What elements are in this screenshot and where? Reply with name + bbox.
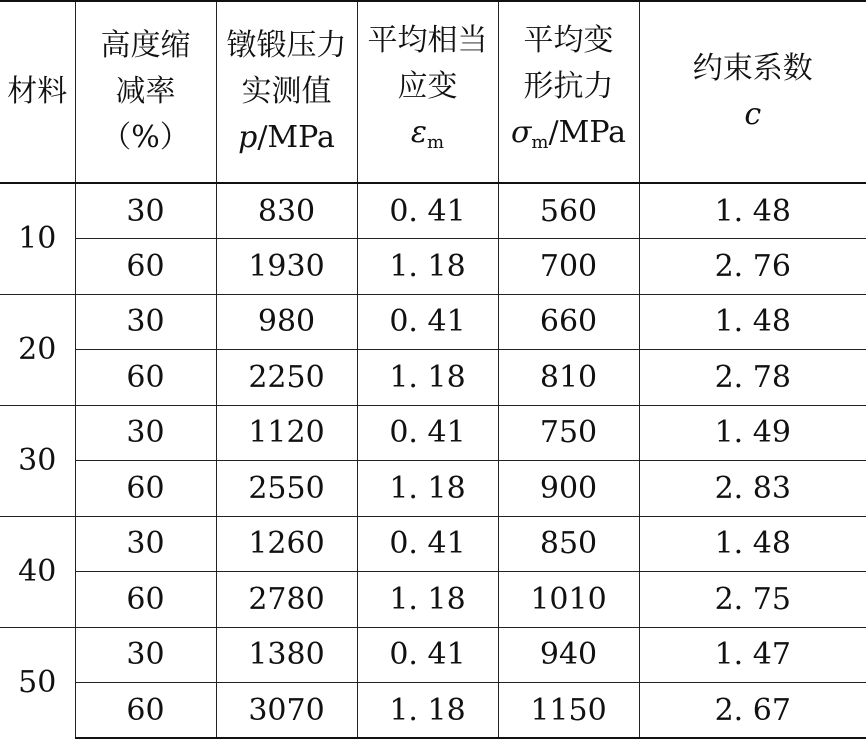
pressure-cell: 1930 [216, 239, 357, 295]
reduction-cell: 30 [75, 294, 216, 350]
table-row [0, 350, 866, 406]
header-reduction-line1: 高度缩 [76, 23, 216, 69]
strain-cell: 0. 41 [357, 405, 498, 461]
pressure-cell: 2250 [216, 350, 357, 406]
pressure-cell: 2550 [216, 461, 357, 517]
pressure-cell: 3070 [216, 683, 357, 739]
material-cell: 50 [0, 627, 75, 738]
pressure-cell: 830 [216, 183, 357, 239]
constraint-cell: 2. 83 [639, 461, 866, 517]
material-cell: 40 [0, 516, 75, 627]
pressure-cell: 1120 [216, 405, 357, 461]
resistance-cell: 940 [498, 627, 639, 683]
reduction-cell: 30 [75, 183, 216, 239]
header-strain-line1: 平均相当 [358, 18, 498, 64]
header-row [0, 1, 866, 183]
table-row [0, 572, 866, 628]
constraint-cell: 1. 48 [639, 183, 866, 239]
strain-cell: 1. 18 [357, 572, 498, 628]
material-cell: 10 [0, 183, 75, 294]
header-material [0, 1, 75, 183]
header-resistance-line1: 平均变 [499, 18, 639, 64]
header-resistance-symbol: σ [511, 115, 531, 150]
header-resistance-symbol-line [499, 110, 639, 166]
header-strain-symbol: ε [411, 115, 427, 150]
pressure-cell: 1260 [216, 516, 357, 572]
reduction-cell: 30 [75, 405, 216, 461]
header-constraint-symbol: c [640, 92, 866, 138]
table-header [0, 1, 866, 183]
strain-cell: 0. 41 [357, 294, 498, 350]
strain-cell: 1. 18 [357, 683, 498, 739]
strain-cell: 1. 18 [357, 350, 498, 406]
header-strain-subscript: m [427, 132, 444, 153]
header-reduction-line2: 减率 [76, 69, 216, 115]
table-row [0, 239, 866, 295]
material-cell: 30 [0, 405, 75, 516]
header-pressure-symbol: p [238, 120, 257, 155]
constraint-cell: 1. 48 [639, 516, 866, 572]
header-strain-symbol-line [358, 110, 498, 166]
header-pressure-line1: 镦锻压力 [217, 23, 357, 69]
strain-cell: 1. 18 [357, 461, 498, 517]
reduction-cell: 60 [75, 572, 216, 628]
table-row [0, 516, 866, 572]
pressure-cell: 1380 [216, 627, 357, 683]
header-pressure-unit: /MPa [257, 120, 335, 155]
resistance-cell: 850 [498, 516, 639, 572]
resistance-cell: 700 [498, 239, 639, 295]
header-pressure-line2: 实测值 [217, 69, 357, 115]
header-resistance-unit: /MPa [549, 115, 627, 150]
header-strain [357, 1, 498, 183]
strain-cell: 0. 41 [357, 516, 498, 572]
constraint-cell: 1. 48 [639, 294, 866, 350]
reduction-cell: 60 [75, 461, 216, 517]
table-row [0, 183, 866, 239]
table-row [0, 683, 866, 739]
constraint-cell: 2. 78 [639, 350, 866, 406]
constraint-cell: 2. 76 [639, 239, 866, 295]
constraint-cell: 1. 47 [639, 627, 866, 683]
header-material-label: 材料 [7, 74, 67, 109]
header-constraint-line1: 约束系数 [640, 46, 866, 92]
strain-cell: 0. 41 [357, 627, 498, 683]
header-pressure [216, 1, 357, 183]
reduction-cell: 60 [75, 683, 216, 739]
header-resistance-line2: 形抗力 [499, 64, 639, 110]
resistance-cell: 1010 [498, 572, 639, 628]
reduction-cell: 60 [75, 350, 216, 406]
resistance-cell: 810 [498, 350, 639, 406]
resistance-cell: 750 [498, 405, 639, 461]
header-resistance-subscript: m [531, 132, 548, 153]
resistance-cell: 660 [498, 294, 639, 350]
table-row [0, 294, 866, 350]
table-row [0, 405, 866, 461]
header-reduction-unit: （%） [76, 115, 216, 161]
resistance-cell: 1150 [498, 683, 639, 739]
material-cell: 20 [0, 294, 75, 405]
strain-cell: 1. 18 [357, 239, 498, 295]
pressure-cell: 2780 [216, 572, 357, 628]
constraint-cell: 1. 49 [639, 405, 866, 461]
header-resistance [498, 1, 639, 183]
header-constraint [639, 1, 866, 183]
table-body [0, 183, 866, 738]
table-row [0, 627, 866, 683]
reduction-cell: 30 [75, 516, 216, 572]
reduction-cell: 30 [75, 627, 216, 683]
header-reduction [75, 1, 216, 183]
strain-cell: 0. 41 [357, 183, 498, 239]
constraint-cell: 2. 67 [639, 683, 866, 739]
resistance-cell: 560 [498, 183, 639, 239]
resistance-cell: 900 [498, 461, 639, 517]
header-strain-line2: 应变 [358, 64, 498, 110]
header-pressure-symbol-line [217, 115, 357, 161]
table-row [0, 461, 866, 517]
pressure-cell: 980 [216, 294, 357, 350]
constraint-cell: 2. 75 [639, 572, 866, 628]
reduction-cell: 60 [75, 239, 216, 295]
